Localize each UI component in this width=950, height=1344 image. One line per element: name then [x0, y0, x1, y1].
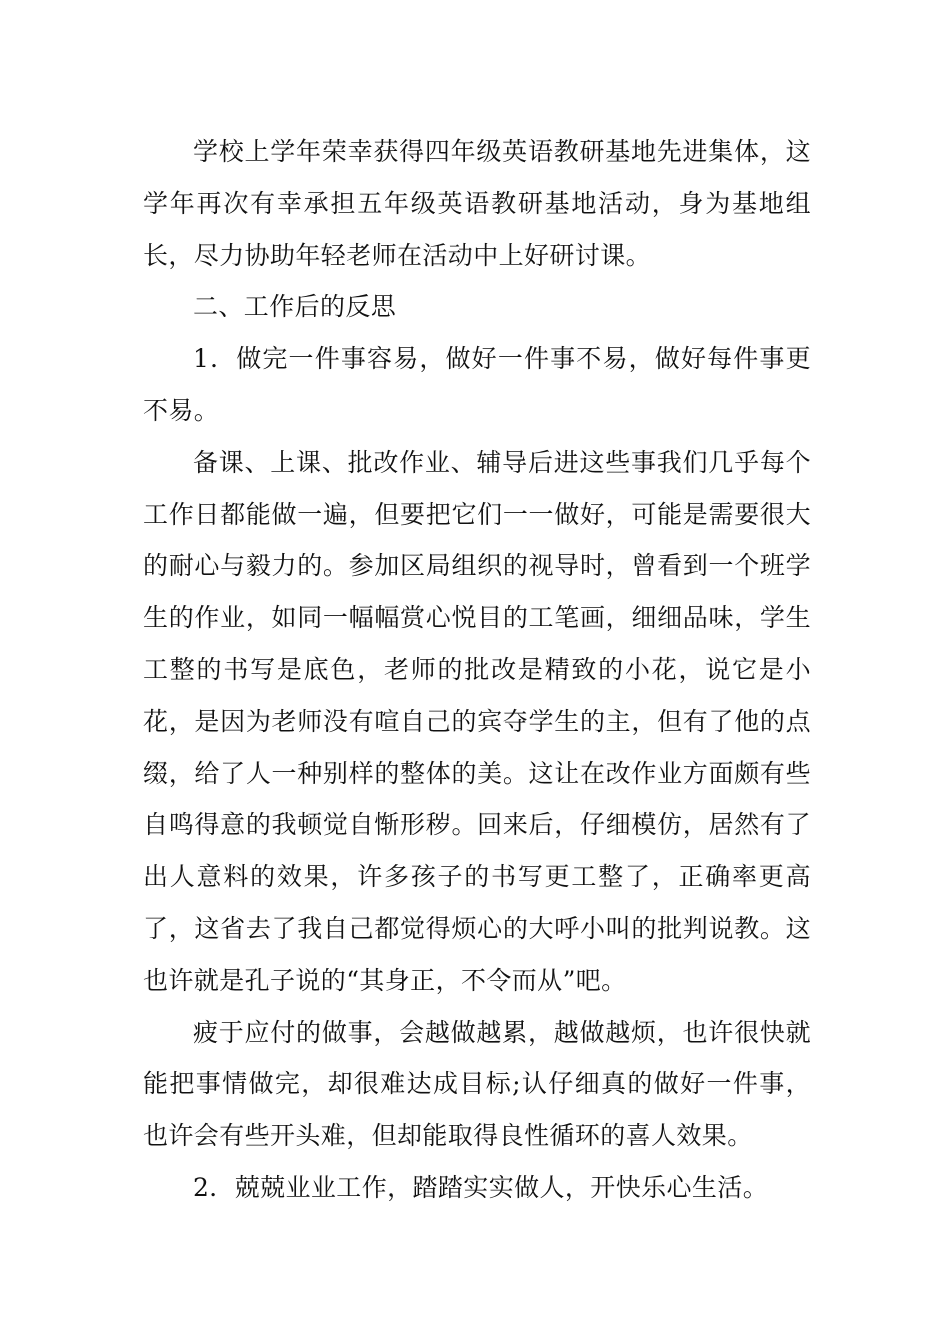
- paragraph-point-2: 2．兢兢业业工作，踏踏实实做人，开快乐心生活。: [193, 1172, 769, 1202]
- document-body: [143, 126, 811, 1214]
- paragraph-point-1: 1．做完一件事容易，做好一件事不易，做好每件事更不易。: [143, 344, 811, 425]
- section-heading-reflection: 二、工作后的反思: [193, 292, 397, 322]
- paragraph-careful-work: 疲于应付的做事，会越做越累，越做越烦，也许很快就能把事情做完，却很难达成目标;认仔细真的做好一件事，也许会有些开头难，但却能取得良性循环的喜人效果。: [143, 1017, 811, 1151]
- paragraph-base-achievement: 学校上学年荣幸获得四年级英语教研基地先进集体，这学年再次有幸承担五年级英语教研基地活动，身为基地组长，尽力协助年轻老师在活动中上好研讨课。: [143, 137, 811, 270]
- paragraph-homework-story: 备课、上课、批改作业、辅导后进这些事我们几乎每个工作日都能做一遍，但要把它们一一做好，可能是需要很大的耐心与毅力的。参加区局组织的视导时，曾看到一个班学生的作业，如同一幅幅赏心悦目的工笔画，细细品味，学生工整的书写是底色，老师的批改是精致的小花，说它是小花，是因为老师没有喧自己的宾夺学生的主，但有了他的点缀，给了人一种别样的整体的美。这让在改作业方面颇有些自鸣得意的我顿觉自惭形秽。回来后，仔细模仿，居然有了出人意料的效果，许多孩子的书写更工整了，正确率更高了，这省去了我自己都觉得烦心的大呼小叫的批判说教。这也许就是孔子说的“其身正，不令而从”吧。: [143, 447, 811, 995]
